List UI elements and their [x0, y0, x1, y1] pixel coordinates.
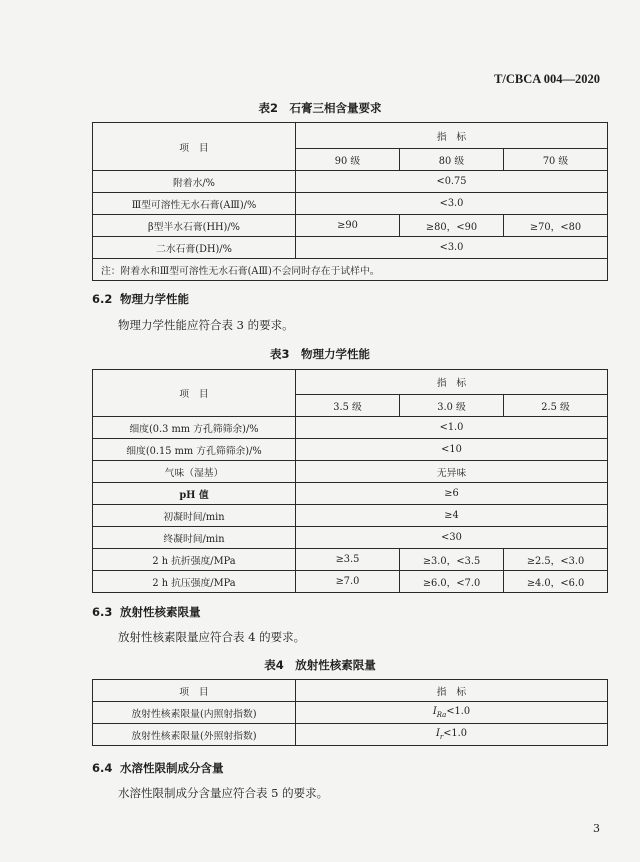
section-heading-6-2	[92, 291, 189, 307]
paragraph-6-3: 放射性核素限量应符合表 4 的要求。	[118, 630, 306, 644]
table3-grade: 3.5 级	[296, 395, 400, 417]
table2-cell: <3.0	[296, 193, 608, 215]
table3-title: 表3 物理力学性能	[269, 347, 370, 361]
table3-cell: <10	[296, 439, 608, 461]
table4-row-label: 放射性核素限量(内照射指数)	[93, 702, 296, 724]
section-title: 物理力学性能	[120, 292, 189, 306]
table3-cell: ≥4	[296, 505, 608, 527]
table3-cell: ≥4.0，<6.0	[504, 571, 608, 593]
index-symbol: I	[432, 706, 437, 718]
table3-row-label: 2 h 抗折强度/MPa	[93, 549, 296, 571]
table2-grade: 70 级	[504, 149, 608, 171]
table3-cell: ≥6	[296, 483, 608, 505]
table2-row-label: Ⅲ型可溶性无水石膏(AⅢ)/%	[93, 193, 296, 215]
table3	[92, 369, 608, 593]
index-symbol: I	[435, 728, 440, 740]
table4-title: 表4 放射性核素限量	[264, 658, 376, 672]
table2	[92, 122, 608, 281]
table2-grade: 90 级	[296, 149, 400, 171]
table3-cell: ≥3.5	[296, 549, 400, 571]
index-subscript: Ra	[436, 710, 447, 719]
table2-cell: <0.75	[296, 171, 608, 193]
table2-cell: <3.0	[296, 237, 608, 259]
table2-item-header: 项 目	[93, 123, 296, 171]
table3-row-label: 细度(0.3 mm 方孔筛筛余)/%	[93, 417, 296, 439]
table3-index-header: 指 标	[296, 370, 608, 395]
section-number: 6.3	[92, 605, 113, 619]
section-heading-6-4	[92, 760, 224, 776]
table2-cell: ≥80，<90	[400, 215, 504, 237]
index-subscript: r	[439, 732, 444, 741]
table2-grade: 80 级	[400, 149, 504, 171]
table3-cell: ≥7.0	[296, 571, 400, 593]
table3-row-label: 终凝时间/min	[93, 527, 296, 549]
table2-index-header: 指 标	[296, 123, 608, 149]
table3-grade: 2.5 级	[504, 395, 608, 417]
table3-cell: ≥6.0，<7.0	[400, 571, 504, 593]
section-heading-6-3	[92, 604, 201, 620]
paragraph-6-2: 物理力学性能应符合表 3 的要求。	[118, 318, 294, 332]
table2-cell: ≥70，<80	[504, 215, 608, 237]
standard-code: T/CBCA 004—2020	[494, 72, 600, 86]
table2-note: 注：附着水和Ⅲ型可溶性无水石膏(AⅢ)不会同时存在于试样中。	[93, 259, 608, 281]
table3-row-label: 初凝时间/min	[93, 505, 296, 527]
table2-row-label: β型半水石膏(HH)/%	[93, 215, 296, 237]
section-title: 水溶性限制成分含量	[120, 761, 224, 775]
table2-row-label: 二水石膏(DH)/%	[93, 237, 296, 259]
table4-cell	[296, 702, 608, 724]
table2-row-label: 附着水/%	[93, 171, 296, 193]
table3-cell: ≥3.0，<3.5	[400, 549, 504, 571]
table3-row-label: pH 值	[93, 483, 296, 505]
section-title: 放射性核素限量	[120, 605, 201, 619]
table4-row-label: 放射性核素限量(外照射指数)	[93, 724, 296, 746]
table4-index-header: 指 标	[296, 680, 608, 702]
index-limit: <1.0	[443, 728, 468, 740]
paragraph-6-4: 水溶性限制成分含量应符合表 5 的要求。	[118, 786, 329, 800]
table3-row-label: 2 h 抗压强度/MPa	[93, 571, 296, 593]
table4	[92, 679, 608, 746]
table3-grade: 3.0 级	[400, 395, 504, 417]
table3-row-label: 细度(0.15 mm 方孔筛筛余)/%	[93, 439, 296, 461]
section-number: 6.2	[92, 292, 113, 306]
section-number: 6.4	[92, 761, 113, 775]
table4-cell	[296, 724, 608, 746]
table3-cell: <1.0	[296, 417, 608, 439]
table2-cell: ≥90	[296, 215, 400, 237]
table3-row-label: 气味（湿基）	[93, 461, 296, 483]
table4-item-header: 项 目	[93, 680, 296, 702]
table3-item-header: 项 目	[93, 370, 296, 417]
table3-cell: 无异味	[296, 461, 608, 483]
table3-cell: ≥2.5，<3.0	[504, 549, 608, 571]
table3-cell: <30	[296, 527, 608, 549]
table2-title: 表2 石膏三相含量要求	[258, 101, 382, 115]
page-number: 3	[593, 822, 600, 835]
index-limit: <1.0	[446, 706, 471, 718]
